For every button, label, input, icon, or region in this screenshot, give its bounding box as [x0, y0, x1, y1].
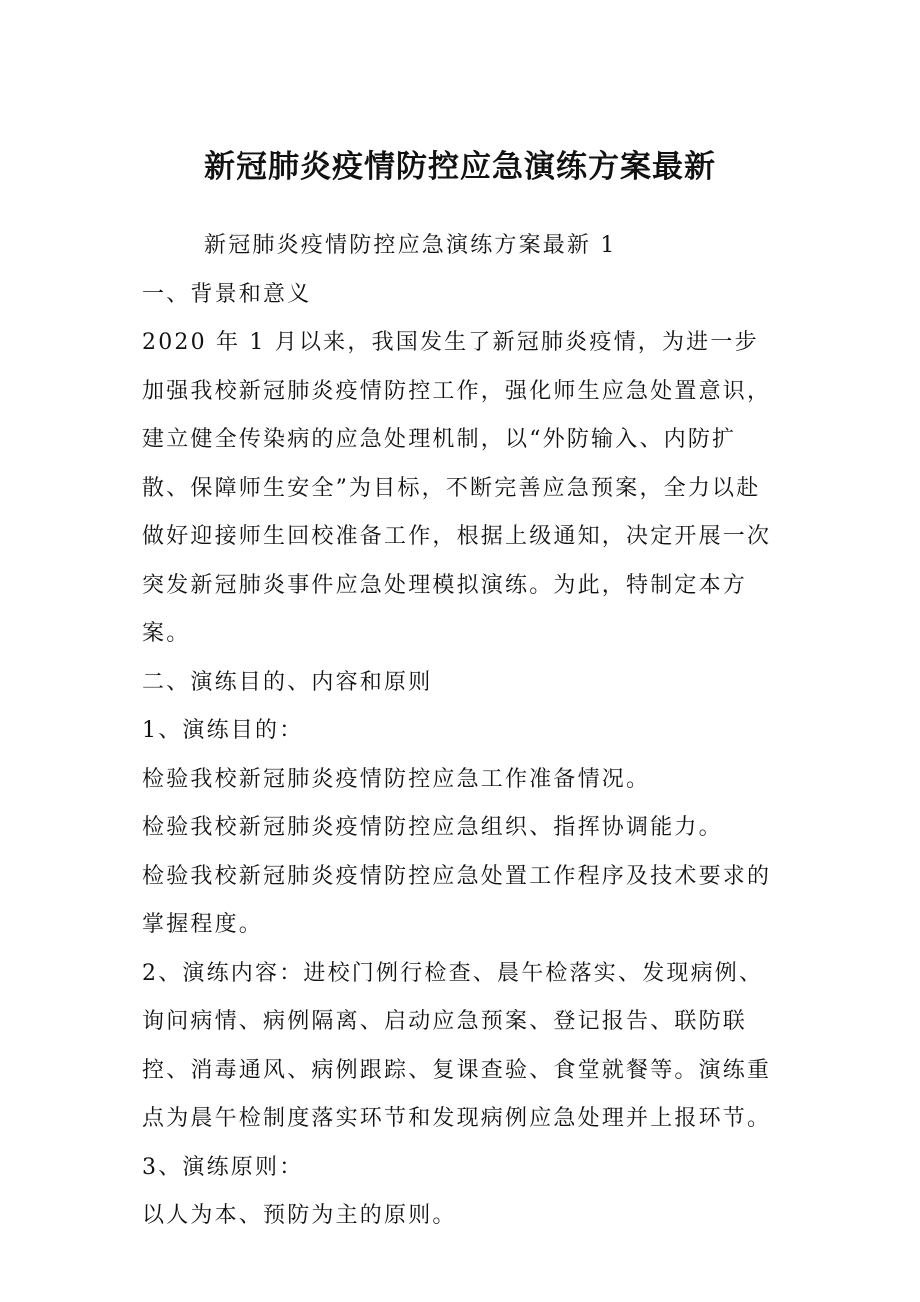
section-heading-background: 一、背景和意义 — [142, 281, 312, 307]
paragraph-purpose-3: 检验我校新冠肺炎疫情防控应急处置工作程序及技术要求的掌握程度。 — [142, 863, 772, 937]
document-subtitle: 新冠肺炎疫情防控应急演练方案最新 1 — [204, 233, 617, 258]
section-heading-purpose: 二、演练目的、内容和原则 — [142, 669, 433, 695]
paragraph-principle: 以人为本、预防为主的原则。 — [142, 1203, 457, 1228]
subheading-purpose: 1、演练目的： — [142, 718, 304, 743]
paragraph-content: 2、演练内容：进校门例行检查、晨午检落实、发现病例、询问病情、病例隔离、启动应急预案、登记报告、联防联控、消毒通风、病例跟踪、复课查验、食堂就餐等。演练重点为晨午检制度落实环节和发现病例应急处理并上报环节。 — [142, 960, 772, 1131]
paragraph-background: 2020 年 1 月以来，我国发生了新冠肺炎疫情，为进一步加强我校新冠肺炎疫情防控工作，强化师生应急处置意识，建立健全传染病的应急处理机制，以“外防输入、内防扩散、保障师生安全”为目标，不断完善应急预案，全力以赴做好迎接师生回校准备工作，根据上级通知，决定开展一次突发新冠肺炎事件应急处理模拟演练。为此，特制定本方案。 — [142, 330, 772, 646]
paragraph-purpose-2: 检验我校新冠肺炎疫情防控应急组织、指挥协调能力。 — [142, 815, 723, 840]
document-title: 新冠肺炎疫情防控应急演练方案最新 — [204, 149, 716, 185]
paragraph-purpose-1: 检验我校新冠肺炎疫情防控应急工作准备情况。 — [142, 766, 651, 792]
document-body — [142, 222, 782, 1241]
subheading-principle: 3、演练原则： — [142, 1154, 304, 1180]
